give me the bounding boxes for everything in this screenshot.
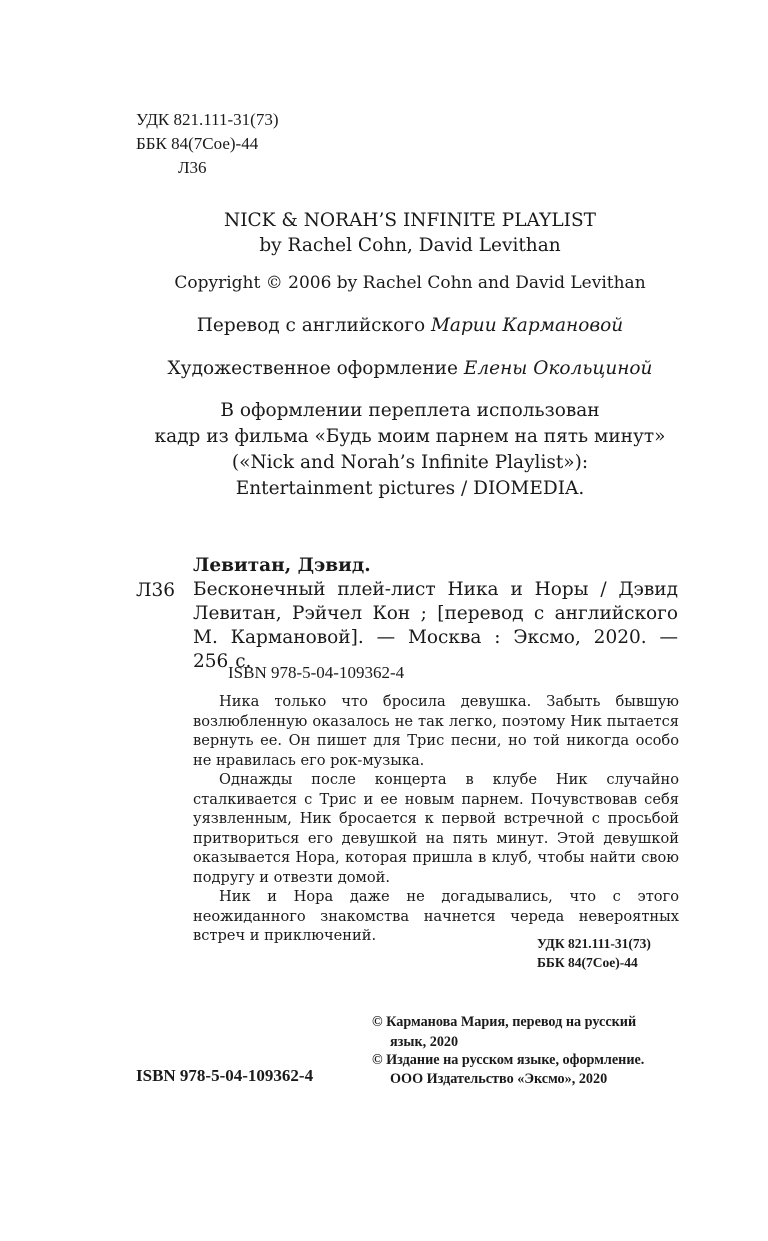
designer-name: Елены Окольциной	[463, 358, 653, 379]
original-authors: by Rachel Cohn, David Levithan	[259, 235, 561, 256]
translation-credit	[110, 313, 710, 338]
annotation-udk: УДК 821.111-31(73)	[537, 936, 651, 951]
catalog-code: Л36	[136, 580, 175, 601]
annotation-paragraph: Ник и Нора даже не догадывались, что с этого неожиданного знакомства начнется череда невероятных встреч и приключений.	[193, 888, 679, 944]
annotation-paragraph: Однажды после концерта в клубе Ник случайно сталкивается с Трис и ее новым парнем. Почувствовав себя уязвленным, Ник бросается к первой встречной с просьбой притвориться его девушкой на пять минут. Этой девушкой оказывается Нора, которая пришла в клуб, чтобы найти свою подругу и отвезти домой.	[193, 771, 679, 886]
cover-note-line: («Nick and Norah’s Infinite Playlist»):	[231, 452, 589, 473]
copyright-translation: © Карманова Мария, перевод на русский	[372, 1014, 637, 1030]
copyright-line: Copyright © 2006 by Rachel Cohn and David Levithan	[174, 273, 646, 293]
cover-note-line: Entertainment pictures / DIOMEDIA.	[235, 478, 585, 499]
footer-isbn: ISBN 978-5-04-109362-4	[136, 1066, 314, 1085]
annotation-paragraph: Ника только что бросила девушка. Забыть бывшую возлюбленную оказалось не так легко, поэтому Ник пытается вернуть ее. Он пишет для Трис песни, но той никогда особо не нравилась его рок-музыка.	[193, 693, 679, 769]
translation-prefix: Перевод с английского	[196, 315, 426, 336]
catalog-description: Бесконечный плей-лист Ника и Норы / Дэвид Левитан, Рэйчел Кон ; [перевод с английского М. Кармановой]. — Москва : Эксмо, 2020. — 256 с.	[193, 579, 678, 672]
copyright-publisher: ООО Издательство «Эксмо», 2020	[390, 1071, 608, 1087]
cover-note-line: кадр из фильма «Будь моим парнем на пять минут»	[154, 426, 666, 447]
author-sign: Л36	[178, 158, 207, 177]
udk-code: УДК 821.111-31(73)	[136, 110, 279, 129]
design-credit	[110, 356, 710, 381]
catalog-isbn: ISBN 978-5-04-109362-4	[228, 663, 405, 682]
bbk-code: ББК 84(7Сое)-44	[136, 134, 259, 153]
cover-note-line: В оформлении переплета использован	[220, 400, 600, 421]
translator-name: Марии Кармановой	[430, 315, 624, 336]
design-prefix: Художественное оформление	[167, 358, 458, 379]
copyright-translation-cont: язык, 2020	[390, 1034, 459, 1050]
catalog-author-heading: Левитан, Дэвид.	[193, 555, 371, 576]
original-title: NICK & NORAH’S INFINITE PLAYLIST	[224, 210, 596, 231]
annotation	[193, 692, 679, 946]
copyright-edition: © Издание на русском языке, оформление.	[372, 1052, 645, 1068]
annotation-bbk: ББК 84(7Сое)-44	[537, 955, 638, 970]
